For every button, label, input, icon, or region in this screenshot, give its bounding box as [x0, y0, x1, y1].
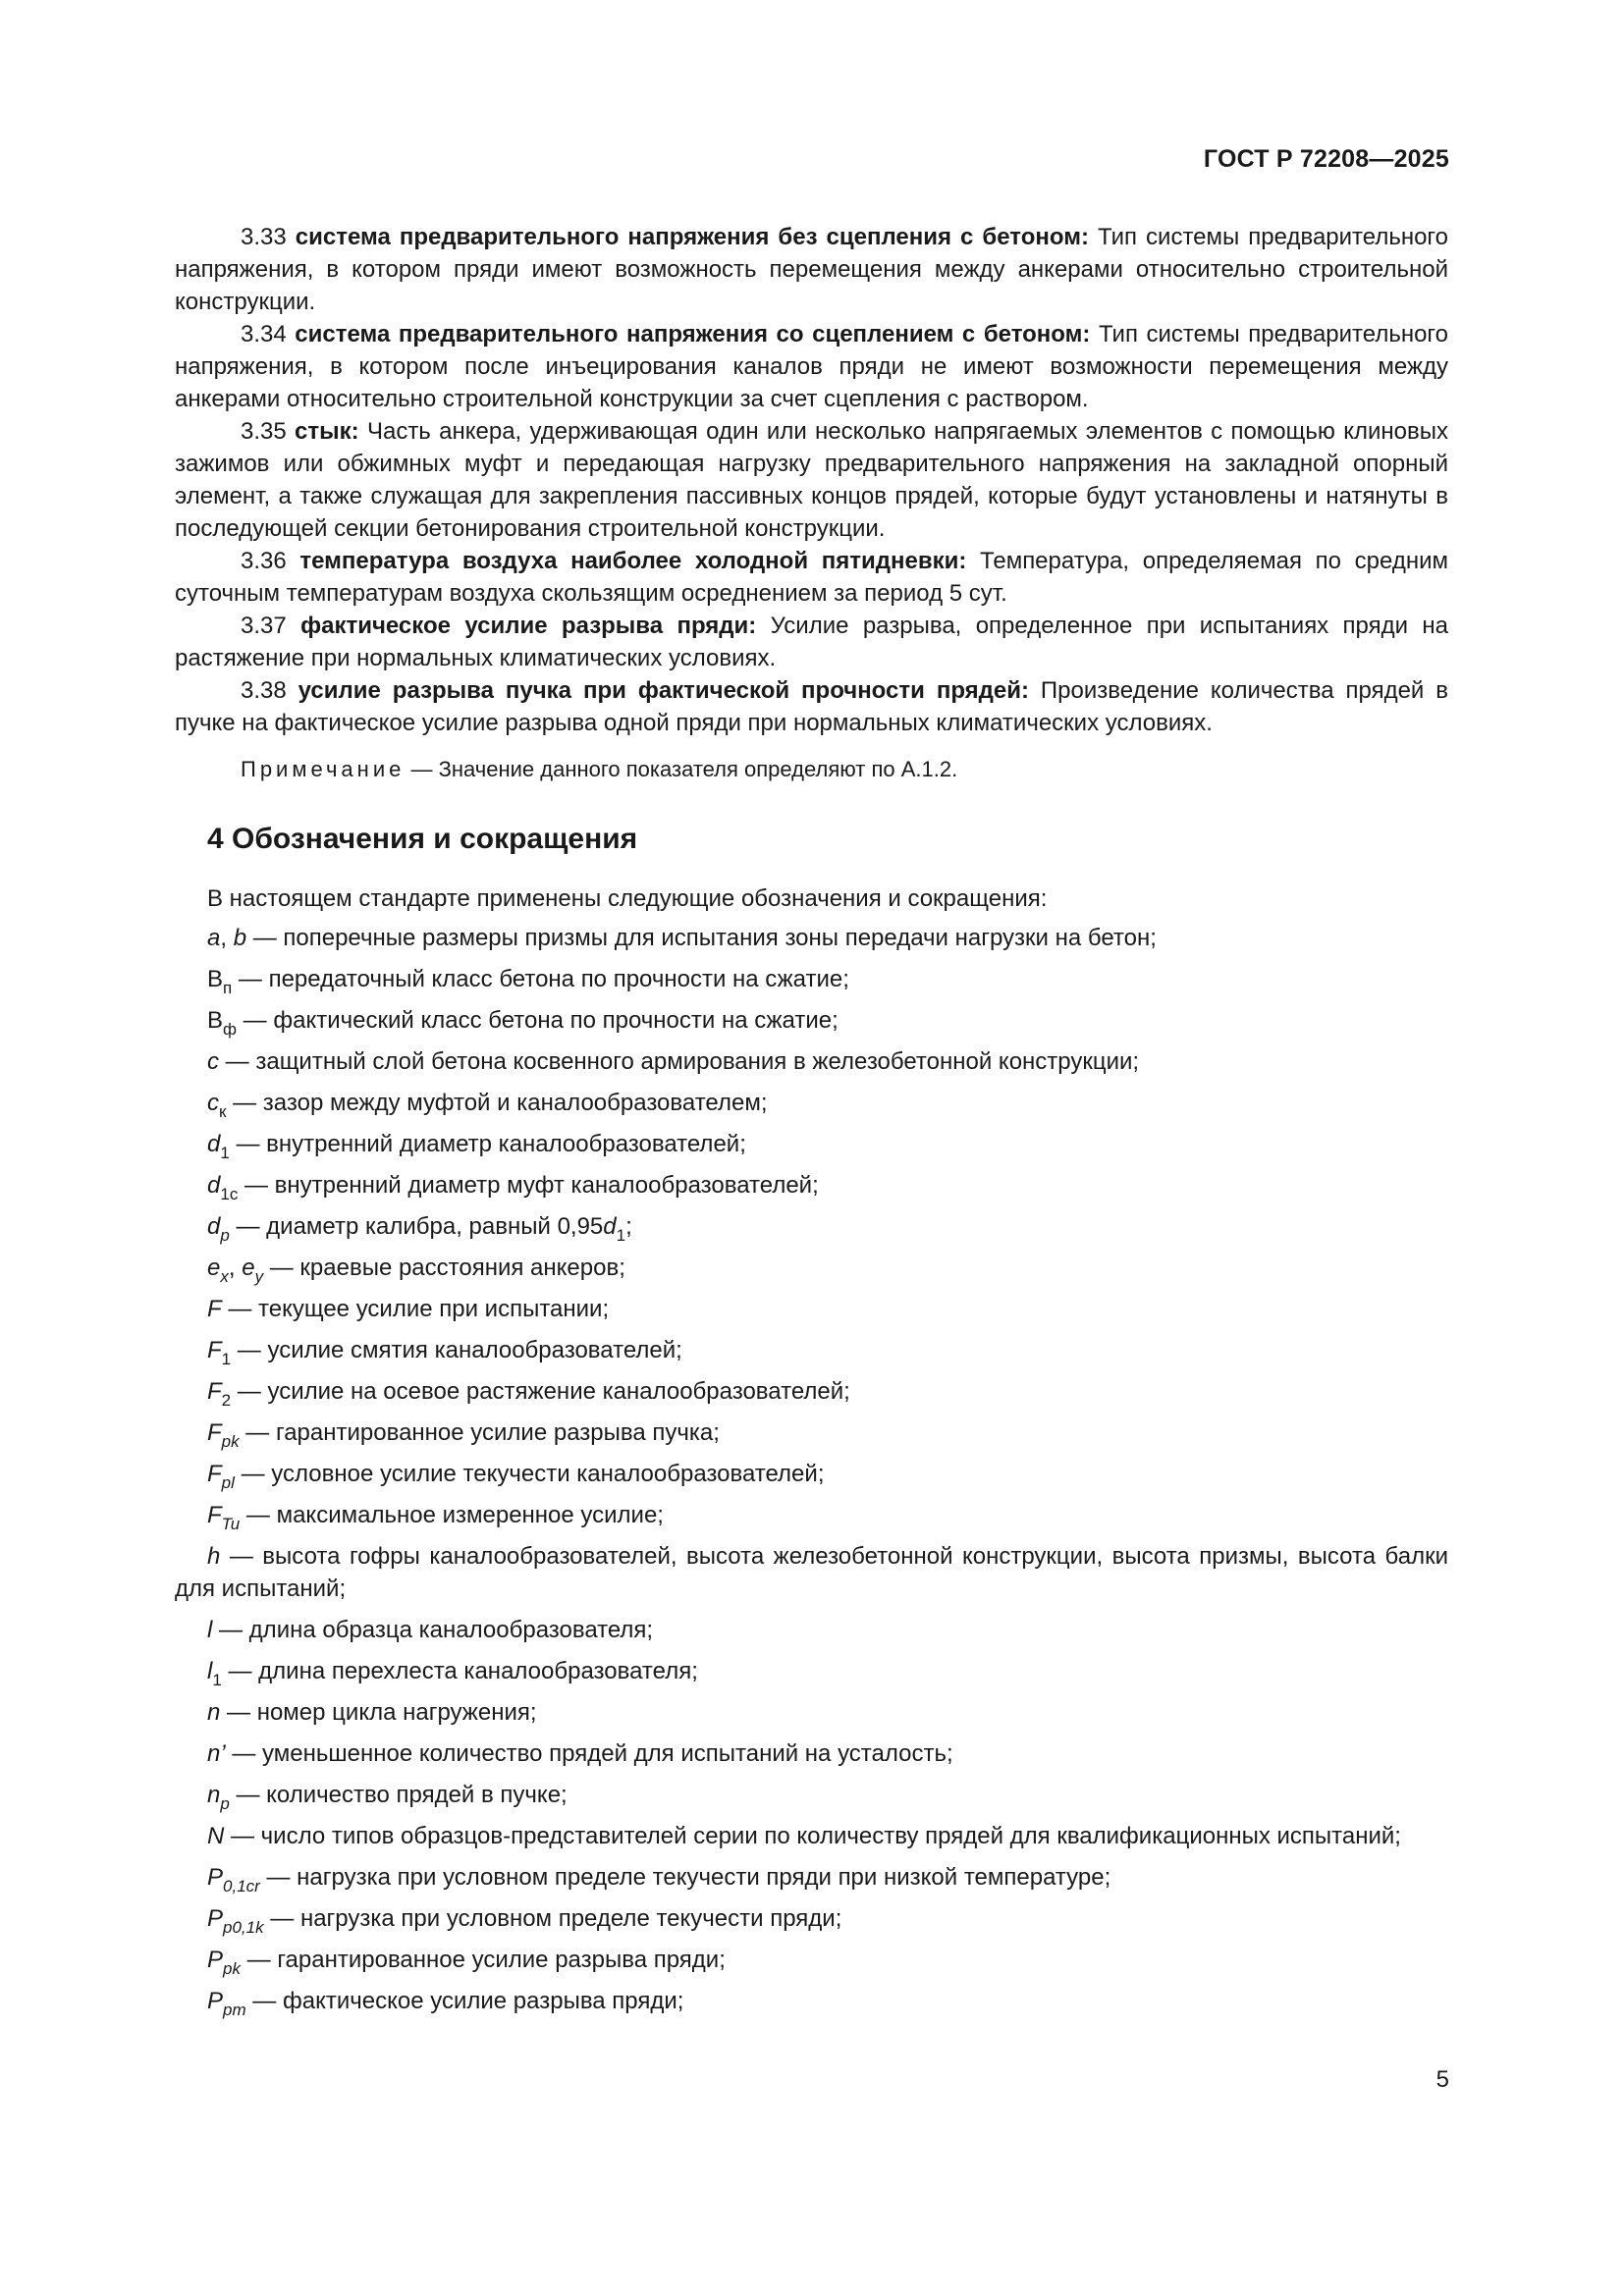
symbol-description: — усилие смятия каналообразователей; — [231, 1337, 682, 1363]
symbol-subscript: pk — [223, 1959, 241, 1978]
symbol: n — [207, 1782, 221, 1808]
symbol: P — [207, 1947, 224, 1973]
symbol: e — [207, 1255, 221, 1281]
symbol-description: — внутренний диаметр муфт каналообразователей; — [238, 1172, 819, 1199]
symbol-item — [175, 1655, 1448, 1687]
symbol-description: — внутренний диаметр каналообразователей; — [229, 1131, 746, 1157]
symbol-description: — условное усилие текучести каналообразователей; — [234, 1461, 825, 1487]
symbol-description: — поперечные размеры призмы для испытания зоны передачи нагрузки на бетон; — [246, 925, 1157, 951]
symbol-description: — фактический класс бетона по прочности на сжатие; — [237, 1007, 839, 1034]
symbol: a — [207, 925, 221, 951]
symbol-description: — номер цикла нагружения; — [220, 1699, 537, 1726]
symbol-subscript: x — [220, 1267, 229, 1286]
symbol-subscript: pk — [221, 1432, 240, 1451]
symbol-subscript: y — [254, 1267, 264, 1286]
symbol-description: — длина перехлеста каналообразователя; — [221, 1658, 698, 1684]
symbol-item — [175, 1045, 1448, 1078]
definition-number: 3.35 — [241, 418, 287, 445]
symbol: F — [207, 1378, 222, 1405]
symbol-description: — фактическое усилие разрыва пряди; — [245, 1988, 684, 2014]
symbol-item — [175, 1737, 1448, 1770]
symbol-description: — уменьшенное количество прядей для испытаний на усталость; — [225, 1740, 953, 1767]
symbol-item — [175, 1902, 1448, 1935]
symbol-subscript: п — [223, 979, 233, 997]
symbol-item — [175, 1128, 1448, 1160]
symbols-intro: В настоящем стандарте применены следующие обозначения и сокращения: — [207, 885, 1048, 912]
page-number: 5 — [1435, 2066, 1449, 2093]
definition-text: Усилие разрыва, определенное при испытаниях пряди на растяжение при нормальных климатических условиях. — [175, 613, 1448, 671]
section-heading: 4 Обозначения и сокращения — [207, 823, 638, 855]
symbol-subscript: Tu — [221, 1515, 241, 1533]
definition-number: 3.38 — [241, 677, 287, 704]
symbol-description: ; — [625, 1213, 632, 1240]
symbol-subscript: pm — [223, 2001, 246, 2019]
symbol-description: — краевые расстояния анкеров; — [263, 1255, 625, 1281]
symbol: d — [603, 1213, 617, 1240]
symbol-item — [175, 1499, 1448, 1531]
symbol: l — [207, 1658, 213, 1684]
symbol-separator: , — [228, 1255, 243, 1281]
symbol: F — [207, 1461, 222, 1487]
symbol-description: — длина образца каналообразователя; — [212, 1617, 654, 1643]
definition-term: температура воздуха наиболее холодной пятидневки: — [299, 548, 967, 574]
symbol: c — [207, 1048, 219, 1075]
symbol-description: — текущее усилие при испытании; — [221, 1296, 610, 1322]
symbol-subscript: ф — [223, 1020, 238, 1039]
symbol-item — [175, 1375, 1448, 1408]
symbol-item — [175, 1252, 1448, 1284]
symbol-description: — гарантированное усилие разрыва пряди; — [240, 1947, 726, 1973]
symbol: h — [207, 1543, 221, 1570]
definition-term: усилие разрыва пучка при фактической прочности прядей: — [298, 677, 1029, 704]
symbol: F — [207, 1502, 222, 1528]
symbol: F — [207, 1337, 222, 1363]
symbol-item — [175, 1779, 1448, 1811]
symbol: P — [207, 1905, 224, 1932]
definition-term: система предварительного напряжения без сцепления с бетоном: — [295, 224, 1089, 250]
symbol: d — [207, 1213, 221, 1240]
note — [175, 753, 1448, 785]
symbol-item — [175, 1614, 1448, 1646]
definition-number: 3.37 — [241, 613, 287, 639]
symbol-subscript: к — [219, 1102, 227, 1121]
page-content — [175, 221, 1448, 2026]
symbol: e — [242, 1255, 255, 1281]
definition-3-33 — [175, 221, 1448, 318]
symbol-item — [175, 1458, 1448, 1490]
definition-text: Тип системы предварительного напряжения, в котором пряди имеют возможность перемещения между анкерами относительно строительной конструкции. — [175, 224, 1449, 315]
definition-text: Тип системы предварительного напряжения, в котором после инъецирования каналов пряди не имеют возможности перемещения между анкерами относительно строительной конструкции за счет сцепления с раствором. — [175, 321, 1449, 412]
definition-text: Часть анкера, удерживающая один или несколько напрягаемых элементов с помощью клиновых зажимов или обжимных муфт и передающая нагрузку предварительного напряжения на закладной опорный элемент, а также служащая для закрепления пассивных концов прядей, которые будут установлены и натянуты в последующей секции бетонирования строительной конструкции. — [175, 418, 1449, 542]
symbol: n’ — [207, 1740, 226, 1767]
symbol: N — [207, 1823, 225, 1849]
symbol-subscript: 1 — [212, 1671, 222, 1689]
definition-text: Произведение количества прядей в пучке на фактическое усилие разрыва одной пряди при нормальных климатических условиях. — [175, 677, 1449, 736]
symbol: F — [207, 1419, 222, 1446]
definition-number: 3.36 — [241, 548, 287, 574]
symbol-subscript: 0,1cr — [223, 1877, 260, 1896]
symbol-item — [175, 1820, 1448, 1852]
symbol-description: — нагрузка при условном пределе текучести пряди; — [263, 1905, 842, 1932]
symbol-item — [175, 1169, 1448, 1201]
symbols-list — [175, 922, 1448, 2017]
symbol-item — [175, 922, 1448, 954]
symbol-subscript: 1 — [221, 1350, 232, 1368]
symbol: F — [207, 1296, 222, 1322]
symbol-description: — защитный слой бетона косвенного армирования в железобетонной конструкции; — [219, 1048, 1140, 1075]
symbol-description: — высота гофры каналообразователей, высота железобетонной конструкции, высота призмы, высота балки для испытаний; — [175, 1543, 1448, 1602]
definition-term: фактическое усилие разрыва пряди: — [300, 613, 757, 639]
symbol-item — [175, 1944, 1448, 1976]
symbol-subscript: 1c — [220, 1185, 239, 1203]
symbol-description: — максимальное измеренное усилие; — [240, 1502, 664, 1528]
symbol: c — [207, 1090, 219, 1116]
symbol-item — [175, 1210, 1448, 1243]
definition-3-38 — [175, 674, 1448, 739]
symbol-subscript: 2 — [221, 1391, 232, 1410]
definition-3-35 — [175, 415, 1448, 545]
definitions-list — [175, 221, 1448, 739]
definition-text: Температура, определяемая по средним суточным температурам воздуха скользящим осреднением за период 5 сут. — [175, 548, 1448, 607]
symbol-description: — зазор между муфтой и каналообразователем; — [226, 1090, 768, 1116]
symbol-subscript: 1 — [220, 1144, 230, 1162]
definition-number: 3.33 — [241, 224, 287, 250]
symbol-item — [175, 1004, 1448, 1037]
symbol-description: — передаточный класс бетона по прочности на сжатие; — [232, 966, 849, 992]
symbol-subscript: p — [220, 1794, 230, 1813]
symbol-item — [175, 1087, 1448, 1119]
symbol-description: — гарантированное усилие разрыва пучка; — [239, 1419, 720, 1446]
definition-term: система предварительного напряжения со сцеплением с бетоном: — [295, 321, 1091, 347]
symbol: d — [207, 1131, 221, 1157]
symbol: n — [207, 1699, 221, 1726]
symbol: d — [207, 1172, 221, 1199]
symbol: В — [207, 966, 224, 992]
definition-term: стык: — [295, 418, 359, 445]
symbol: l — [207, 1617, 213, 1643]
symbol-item — [175, 1416, 1448, 1449]
symbol: P — [207, 1864, 224, 1891]
symbol-subscript: p — [220, 1226, 230, 1245]
symbol-description: — нагрузка при условном пределе текучести пряди при низкой температуре; — [259, 1864, 1111, 1891]
symbol: P — [207, 1988, 224, 2014]
symbol: В — [207, 1007, 224, 1034]
symbol-separator: , — [220, 925, 234, 951]
symbol-description: — количество прядей в пучке; — [229, 1782, 568, 1808]
symbol-item — [175, 1696, 1448, 1729]
definition-3-34 — [175, 318, 1448, 415]
symbol-item — [175, 1861, 1448, 1894]
symbol-subscript: 1 — [616, 1226, 626, 1245]
symbol-description: — число типов образцов-представителей серии по количеству прядей для квалификационных испытаний; — [224, 1823, 1401, 1849]
document-header-id: ГОСТ Р 72208—2025 — [1203, 145, 1449, 173]
definition-3-37 — [175, 610, 1448, 674]
symbol-description: — диаметр калибра, равный 0,95 — [229, 1213, 604, 1240]
symbol-subscript: pl — [221, 1473, 235, 1492]
symbol: b — [233, 925, 247, 951]
definition-3-36 — [175, 545, 1448, 610]
symbol-item — [175, 1985, 1448, 2017]
symbol-item — [175, 1334, 1448, 1366]
symbol-description: — усилие на осевое растяжение каналообразователей; — [231, 1378, 850, 1405]
definition-number: 3.34 — [241, 321, 287, 347]
symbol-item — [175, 963, 1448, 995]
symbol-item — [175, 1293, 1448, 1325]
note-label: Примечание — [241, 757, 406, 781]
symbol-subscript: p0,1k — [223, 1918, 264, 1937]
note-text: — Значение данного показателя определяют по А.1.2. — [405, 757, 958, 781]
symbol-item — [175, 1540, 1448, 1605]
